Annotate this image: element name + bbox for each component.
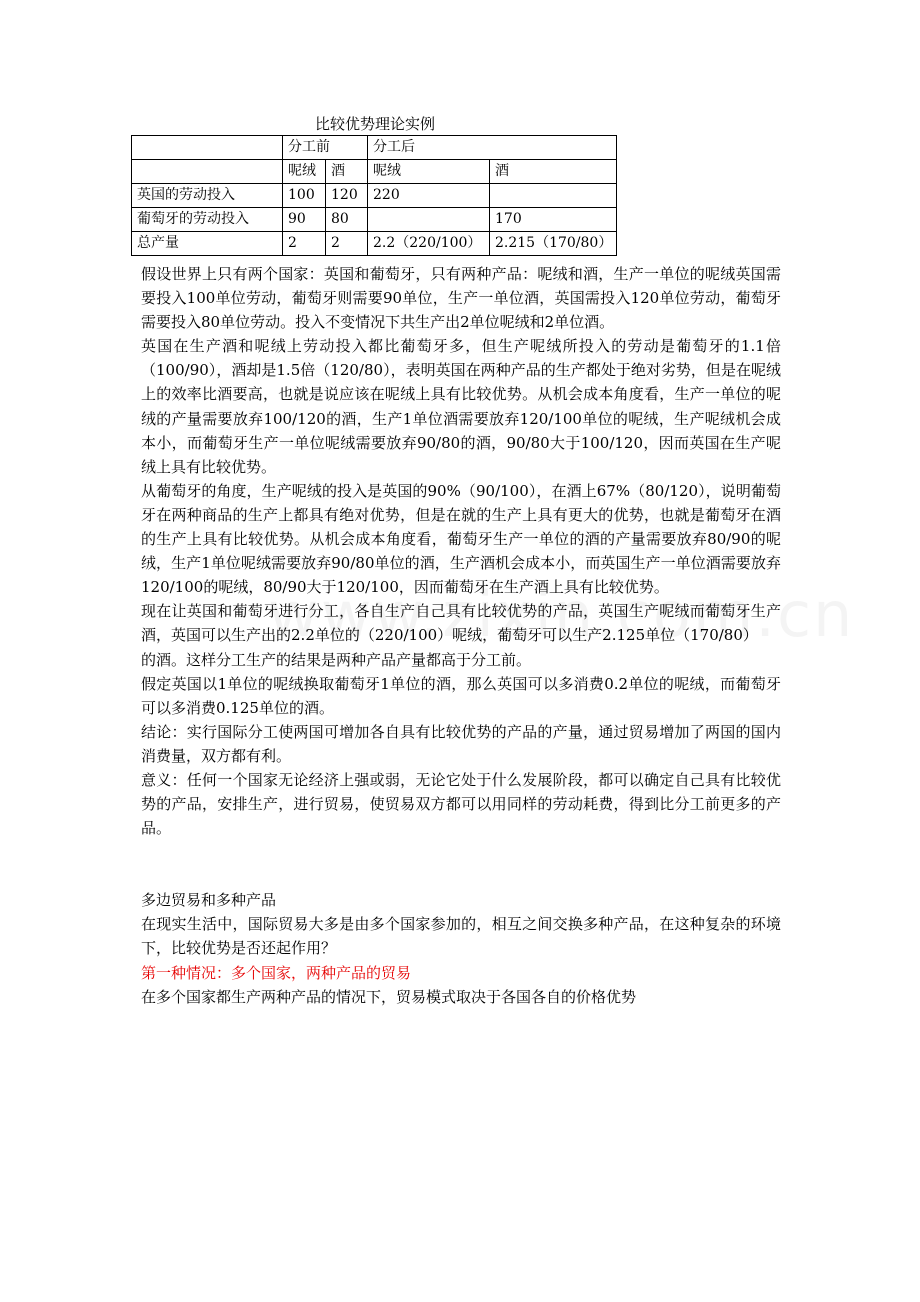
- paragraph-portugal-analysis: 从葡萄牙的角度，生产呢绒的投入是英国的90%（90/100），在酒上67%（80/120），说明葡萄牙在两种商品的生产上都具有绝对优势，但是在就的生产上具有更大的优势，也就是葡萄牙在酒的生产上具有比较优势。从机会成本角度看，葡萄牙生产一单位的酒的产量需要放弃80/90的呢绒，生产1单位呢绒需要放弃90/80单位的酒，生产酒机会成本小，而英国生产一单位酒需要放弃120/100的呢绒，80/90大于120/100，因而葡萄牙在生产酒上具有比较优势。: [141, 481, 781, 597]
- paragraph-assumption: 假设世界上只有两个国家：英国和葡萄牙，只有两种产品：呢绒和酒，生产一单位的呢绒英国需要投入100单位劳动，葡萄牙则需要90单位，生产一单位酒，英国需投入120单位劳动，葡萄牙需要投入80单位劳动。投入不变情况下共生产出2单位呢绒和2单位酒。: [141, 265, 781, 332]
- table-title: 比较优势理论实例: [314, 115, 435, 133]
- table-subheader-cell: 呢绒: [368, 160, 490, 184]
- table-cell: 120: [326, 184, 368, 208]
- section-spacer: [141, 840, 781, 888]
- table-cell: [132, 160, 283, 184]
- table-row-label: 总产量: [132, 232, 283, 256]
- table-cell: [368, 208, 490, 232]
- paragraph-exchange: 假定英国以1单位的呢绒换取葡萄牙1单位的酒，那么英国可以多消费0.2单位的呢绒，而葡萄牙可以多消费0.125单位的酒。: [141, 674, 781, 717]
- paragraph-multilateral-intro: 在现实生活中，国际贸易大多是由多个国家参加的，相互之间交换多种产品，在这种复杂的环境下，比较优势是否还起作用？: [141, 915, 781, 958]
- table-cell: [490, 184, 617, 208]
- table-cell: 2: [326, 232, 368, 256]
- body-text: [141, 262, 781, 1009]
- table-row-label: 葡萄牙的劳动投入: [132, 208, 283, 232]
- table-row: [132, 208, 617, 232]
- table-row-label: 英国的劳动投入: [132, 184, 283, 208]
- table-cell: 80: [326, 208, 368, 232]
- comparison-table: [131, 135, 617, 256]
- table-row: [132, 184, 617, 208]
- table-header-row: [132, 136, 617, 160]
- table-cell: 2.2（220/100）: [368, 232, 490, 256]
- table-subheader-cell: 呢绒: [283, 160, 326, 184]
- table-cell: 170: [490, 208, 617, 232]
- table-cell: 90: [283, 208, 326, 232]
- section-heading-multilateral: 多边贸易和多种产品: [141, 891, 277, 910]
- table-cell: 2: [283, 232, 326, 256]
- table-cell: 2.215（170/80）: [490, 232, 617, 256]
- table-header-after: 分工后: [368, 136, 617, 160]
- table-subheader-cell: 酒: [490, 160, 617, 184]
- table-cell: [132, 136, 283, 160]
- table-cell: 220: [368, 184, 490, 208]
- paragraph-conclusion: 结论：实行国际分工使两国可增加各自具有比较优势的产品的产量，通过贸易增加了两国的国内消费量，双方都有利。: [141, 722, 781, 765]
- table-header-before: 分工前: [283, 136, 368, 160]
- table-subheader-cell: 酒: [326, 160, 368, 184]
- paragraph-significance: 意义：任何一个国家无论经济上强或弱，无论它处于什么发展阶段，都可以确定自己具有比较优势的产品，安排生产，进行贸易，使贸易双方都可以用同样的劳动耗费，得到比分工前更多的产品。: [141, 770, 781, 838]
- paragraph-england-analysis: 英国在生产酒和呢绒上劳动投入都比葡萄牙多，但生产呢绒所投入的劳动是葡萄牙的1.1倍（100/90），酒却是1.5倍（120/80），表明英国在两种产品的生产都处于绝对劣势，但是在呢绒上的效率比酒要高，也就是说应该在呢绒上具有比较优势。从机会成本角度看，生产一单位的呢绒的产量需要放弃100/120的酒，生产1单位酒需要放弃120/100单位的呢绒，生产呢绒机会成本小，而葡萄牙生产一单位呢绒需要放弃90/80的酒，90/80大于100/120，因而英国在生产呢绒上具有比较优势。: [141, 337, 781, 476]
- paragraph-specialization: 现在让英国和葡萄牙进行分工，各自生产自己具有比较优势的产品，英国生产呢绒而葡萄牙生产酒，英国可以生产出的2.2单位的（220/100）呢绒，葡萄牙可以生产2.125单位（170/80）: [141, 602, 781, 645]
- paragraph-specialization-result: 的酒。这样分工生产的结果是两种产品产量都高于分工前。: [141, 650, 532, 669]
- table-subheader-row: [132, 160, 617, 184]
- table-row: [132, 232, 617, 256]
- case1-heading: 第一种情况：多个国家，两种产品的贸易: [141, 963, 412, 982]
- table-cell: 100: [283, 184, 326, 208]
- paragraph-case1: 在多个国家都生产两种产品的情况下，贸易模式取决于各国各自的价格优势: [141, 987, 637, 1006]
